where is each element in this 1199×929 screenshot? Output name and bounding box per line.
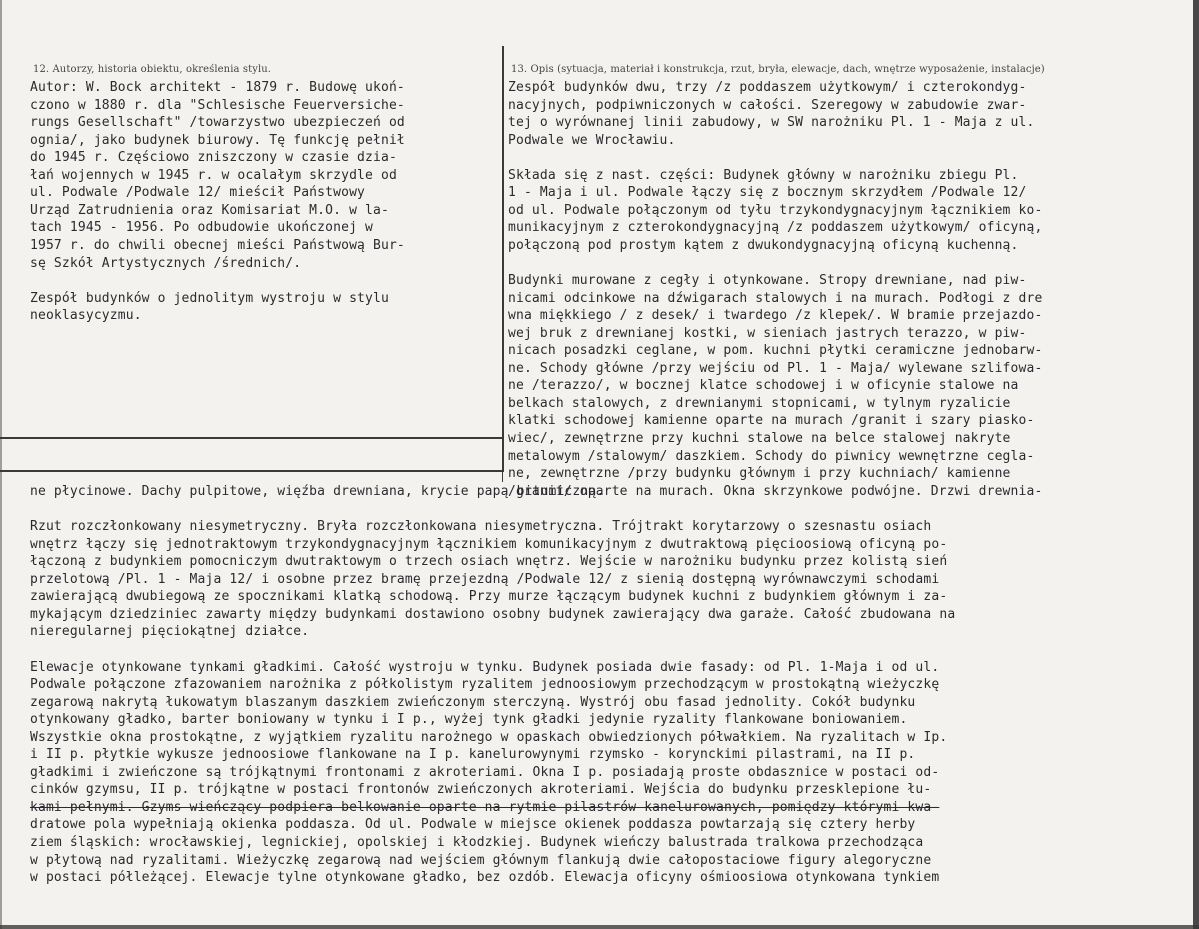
text-line: ul. Podwale /Podwale 12/ mieścił Państwowy [30, 185, 366, 201]
text-line: rungs Gesellschaft" /towarzystwo ubezpieczeń od [30, 115, 405, 131]
text-line: czono w 1880 r. dla "Schlesische Feuerversiche- [30, 97, 405, 113]
text-line: klatki schodowej kamienne oparte na murach /granit i szary piasko- [508, 413, 1035, 429]
text-line: nicach posadzki ceglane, w pom. kuchni płytki ceramiczne jednobarw- [508, 343, 1043, 359]
text-line: Elewacje otynkowane tynkami gładkimi. Całość wystroju w tynku. Budynek posiada dwie fasady: od Pl. 1-Maja i od ul. [30, 659, 940, 675]
text-line: zegarową nakrytą łukowatym blaszanym daszkiem zwieńczonym sterczyną. Wystrój obu fasad jednolity. Cokół budynku [30, 694, 916, 710]
text-line: do 1945 r. Częściowo zniszczony w czasie dzia- [30, 150, 397, 166]
caption-description: 13. Opis (sytuacja, materiał i konstrukcja, rzut, bryła, elewacje, dach, wnętrze wyposażenie, instalacje) [511, 64, 1045, 75]
text-line: tach 1945 - 1956. Po odbudowie ukończonej w [30, 220, 373, 236]
text-line: ziem śląskich: wrocławskiej, legnickiej, opolskiej i kłodzkiej. Budynek wieńczy balustrada tralkowa przechodząca [30, 835, 924, 850]
text-line: belkach stalowych, z drewnianymi stopnicami, w tylnym ryzalicie [508, 395, 1011, 411]
text-line: Składa się z nast. części: Budynek główny w narożniku zbiegu Pl. [508, 167, 1019, 183]
text-line: sę Szkół Artystycznych /średnich/. [30, 255, 302, 271]
text-line: Zespół budynków o jednolitym wystroju w stylu [30, 290, 389, 306]
text-line: Podwale we Wrocławiu. [508, 132, 676, 148]
text-line: nacyjnych, podpiwniczonych w całości. Szeregowy w zabudowie zwar- [508, 97, 1027, 113]
text-line: /granit/ oparte na murach. Okna skrzynkowe podwójne. Drzwi drewnia- [508, 483, 1043, 499]
text-line: 1 - Maja i ul. Podwale łączy się z bocznym skrzydłem /Podwale 12/ [508, 185, 1027, 201]
text-line: tej o wyrównanej linii zabudowy, w SW narożniku Pl. 1 - Maja z ul. [508, 115, 1035, 131]
text-line: ne /terazzo/, w bocznej klatce schodowej i w oficynie stalowe na [508, 378, 1027, 394]
text-line: ne. Schody główne /przy wejściu od Pl. 1 - Maja/ wylewane szlifowa- [508, 360, 1043, 376]
text-line: nieregularnej pięciokątnej działce. [30, 624, 310, 640]
text-line: gładkimi i zwieńczone są trójkątnymi frontonami z akroteriami. Okna I p. posiadają proste obdasznice w postaci od- [30, 764, 940, 780]
text-line: ognia/, jako budynek biurowy. Tę funkcję pełnił [30, 132, 405, 148]
text-line: Budynki murowane z cegły i otynkowane. Stropy drewniane, nad piw- [508, 273, 1027, 289]
column-divider [502, 46, 504, 471]
text-line: przelotową /Pl. 1 - Maja 12/ i osobne przez bramę przejezdną /Podwale 12/ z sienią dostępną wyrównawczymi schodami [30, 571, 940, 587]
text-line: zawierającą dwubiegową ze spocznikami klatką schodową. Przy murze łączącym budynek kuchni z budynkiem głównym i za- [30, 589, 948, 605]
text-line: metalowym /stalowym/ daszkiem. Schody do piwnicy wewnętrzne cegla- [508, 448, 1035, 464]
section-rule-upper [0, 437, 504, 439]
text-line: cinków gzymsu, II p. trójkątne w postaci frontonów zwieńczonych akroteriami. Wejścia do budynku przesklepione łu- [30, 782, 932, 798]
text-line: 1957 r. do chwili obecnej mieści Państwową Bur- [30, 237, 405, 253]
text-line: w postaci półleżącej. Elewacje tylne otynkowane gładko, bez ozdób. Elewacja oficyny ośmioosiowa otynkowana tynkiem [30, 870, 940, 886]
text-line: wej bruk z drewnianej kostki, w sieniach jastrych terazzo, w piw- [508, 325, 1027, 341]
text-line: łączoną z budynkiem pomocniczym dwutraktowym o trzech osiach wnętrz. Wejście w narożniku budynku przez kolistą sień [30, 554, 948, 570]
text-line: połączoną pod prostym kątem z dwukondygnacyjną oficyną kuchenną. [508, 237, 1019, 253]
text-line: Podwale połączone zfazowaniem narożnika z półkolistym ryzalitem jednoosiowym przechodzącym w prostokątną wieżyczkę [30, 677, 940, 693]
text-line: łań wojennych w 1945 r. w ocalałym skrzydle od [30, 167, 397, 183]
card-left-edge [0, 0, 2, 929]
text-line: munikacyjnym z czterokondygnacyjną /z poddaszem użytkowym/ oficyną, [508, 220, 1043, 236]
text-line: w płytową nad ryzalitami. Wieżyczkę zegarową nad wejściem głównym flankują dwie całopostaciowe figury alegoryczne [30, 852, 932, 868]
text-line: kami pełnymi. Gzyms wieńczący podpiera belkowanie oparte na rytmie pilastrów kanelurowanych, pomiędzy którymi kwa- [30, 799, 940, 815]
card-bottom-edge [0, 925, 1199, 929]
text-line: Zespół budynków dwu, trzy /z poddaszem użytkowym/ i czterokondyg- [508, 80, 1027, 95]
text-line: ne płycinowe. Dachy pulpitowe, więźba drewniana, krycie papą bitumiczną. [30, 484, 605, 499]
text-line: wiec/, zewnętrzne przy kuchni stalowe na belce stalowej nakryte [508, 431, 1011, 446]
text-line: Urząd Zatrudnienia oraz Komisariat M.O. w la- [30, 202, 389, 218]
card-right-edge [1193, 0, 1199, 929]
text-line: dratowe pola wypełniają okienka poddasza. Od ul. Podwale w miejsce okienek poddasza powtarzają się cztery herby [30, 817, 916, 833]
text-line: ne, zewnętrzne /przy budynku głównym i przy kuchniach/ kamienne [508, 466, 1011, 482]
text-line: mykającym dziedziniec zawarty między budynkami dostawiono osobny budynek zawierający dwa garaże. Całość zbudowana na [30, 606, 956, 622]
text-line: Rzut rozczłonkowany niesymetryczny. Bryła rozczłonkowana niesymetryczna. Trójtrakt korytarzowy o szesnastu osiach [30, 519, 932, 535]
text-line: i II p. płytkie wykusze jednoosiowe flankowane na I p. kanelurowynymi rzymsko - korynckimi pilastrami, na II p. [30, 747, 916, 763]
text-line: nicami odcinkowe na dźwigarach stalowych i na murach. Podłogi z dre [508, 290, 1043, 306]
text-line: Wszystkie okna prostokątne, z wyjątkiem ryzalitu narożnego w opaskach obwiedzionych półwałkiem. Na ryzalitach w Ip. [30, 729, 948, 745]
text-line: otynkowany gładko, barter boniowany w tynku i I p., wyżej tynk gładki jedynie ryzality flankowane boniowaniem. [30, 712, 908, 728]
text-line: od ul. Podwale połączonym od tyłu trzykondygnacyjnym łącznikiem ko- [508, 202, 1043, 218]
text-line: wnętrz łączy się jednotraktowym trzykondygnacyjnym łącznikiem komunikacyjnym z dwutraktową pięcioosiową oficyną po- [30, 536, 948, 552]
section-rule-lower [0, 470, 504, 472]
text-line: wna miękkiego / z desek/ i twardego /z klepek/. W bramie przejazdo- [508, 308, 1043, 324]
column-divider-tail [502, 472, 503, 482]
text-line: neoklasycyzmu. [30, 308, 142, 324]
text-line: Autor: W. Bock architekt - 1879 r. Budowę ukoń- [30, 80, 405, 95]
caption-authors-history: 12. Autorzy, historia obiektu, określenia stylu. [33, 64, 272, 75]
